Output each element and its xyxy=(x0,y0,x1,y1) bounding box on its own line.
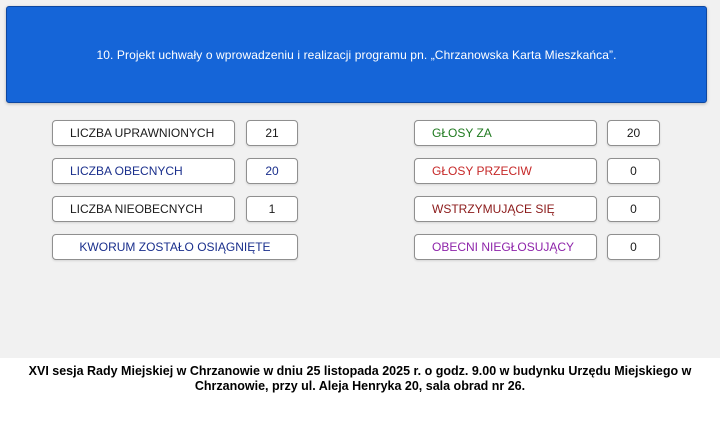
eligible-value: 21 xyxy=(246,120,298,146)
agenda-item-title: 10. Projekt uchwały o wprowadzeniu i realizacji programu pn. „Chrzanowska Karta Mieszkańca”. xyxy=(96,47,617,62)
votes-abstain-label: WSTRZYMUJĄCE SIĘ xyxy=(414,196,597,222)
votes-abstain-value: 0 xyxy=(607,196,660,222)
present-value: 20 xyxy=(246,158,298,184)
absent-label: LICZBA NIEOBECNYCH xyxy=(52,196,235,222)
votes-for-label: GŁOSY ZA xyxy=(414,120,597,146)
agenda-item-banner xyxy=(6,6,707,103)
votes-for-value: 20 xyxy=(607,120,660,146)
session-caption-line-2: Chrzanowie, przy ul. Aleja Henryka 20, sala obrad nr 26. xyxy=(194,379,526,393)
present-not-voting-value: 0 xyxy=(607,234,660,260)
present-not-voting-label: OBECNI NIEGŁOSUJĄCY xyxy=(414,234,597,260)
absent-value: 1 xyxy=(246,196,298,222)
session-caption xyxy=(0,364,720,394)
quorum-status: KWORUM ZOSTAŁO OSIĄGNIĘTE xyxy=(52,234,298,260)
session-caption-line-1: XVI sesja Rady Miejskiej w Chrzanowie w dniu 25 listopada 2025 r. o godz. 9.00 w budynku Urzędu Miejskiego w xyxy=(28,364,692,378)
present-label: LICZBA OBECNYCH xyxy=(52,158,235,184)
eligible-label: LICZBA UPRAWNIONYCH xyxy=(52,120,235,146)
votes-against-value: 0 xyxy=(607,158,660,184)
votes-against-label: GŁOSY PRZECIW xyxy=(414,158,597,184)
